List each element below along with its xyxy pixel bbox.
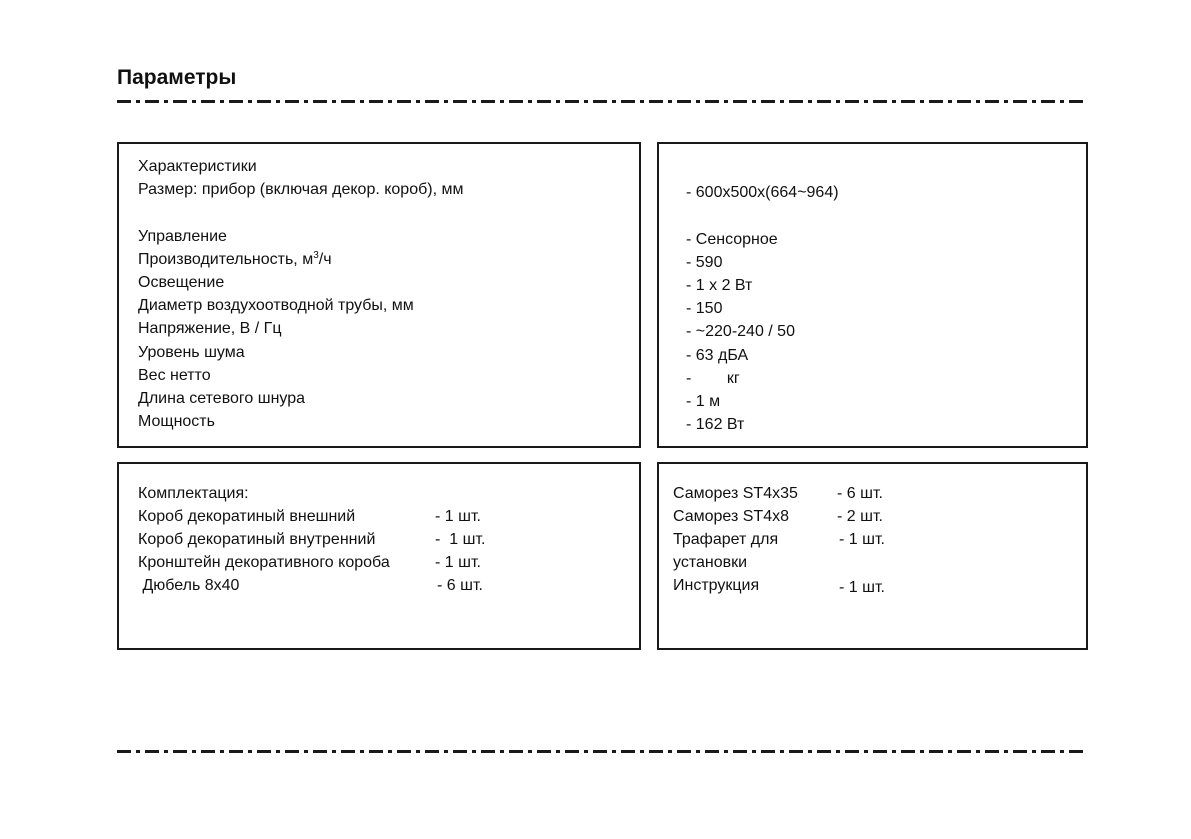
spec-label-duct-diameter: Диаметр воздухоотводной трубы, мм (138, 297, 414, 314)
specs-heading: Характеристики (138, 158, 257, 175)
spec-value-power: - 162 Вт (686, 416, 745, 433)
kit-item-name-continued: установки (673, 554, 748, 571)
page-title: Параметры (117, 66, 237, 89)
kit-item-name: Короб декоратиный внешний (138, 508, 356, 525)
specs-labels-box (117, 142, 641, 448)
top-dashed-divider (117, 100, 1084, 103)
spec-label-control: Управление (138, 228, 227, 245)
kit-item-name: Дюбель 8x40 (138, 577, 240, 594)
spec-label-airflow: Производительность, $м^3/ч$ (138, 250, 332, 268)
kit-item-name: Саморез ST4x35 (673, 485, 798, 502)
spec-label-noise: Уровень шума (138, 344, 245, 361)
kit-item-qty: - 1 шт. (839, 531, 885, 548)
kit-item-qty: - 1 шт. (435, 554, 481, 571)
kit-item-qty: - 1 шт. (435, 508, 481, 525)
bottom-dashed-divider (117, 750, 1084, 753)
spec-value-duct-diameter: - 150 (686, 300, 723, 317)
kit-item-qty: - 6 шт. (437, 577, 483, 594)
kit-item-qty: - 1 шт. (435, 531, 486, 548)
spec-size-label: Размер: прибор (включая декор. короб), мм (138, 181, 464, 198)
spec-value-control: - Сенсорное (686, 231, 778, 248)
spec-label-power: Мощность (138, 413, 215, 430)
kit-item-qty: - 1 шт. (839, 579, 885, 596)
kit-item-name: Трафарет для (673, 531, 779, 548)
specs-values-box (657, 142, 1088, 448)
kit-right-box (657, 462, 1088, 650)
spec-label-cord-length: Длина сетевого шнура (138, 390, 306, 407)
spec-value-noise: - 63 дБА (686, 347, 749, 364)
spec-label-weight: Вес нетто (138, 367, 211, 384)
spec-label-lighting: Освещение (138, 274, 225, 291)
kit-item-name: Саморез ST4x8 (673, 508, 789, 525)
spec-value-weight: - кг (686, 370, 740, 387)
spec-label-voltage: Напряжение, В / Гц (138, 320, 282, 337)
kit-item-name: Инструкция (673, 577, 760, 594)
spec-value-cord-length: - 1 м (686, 393, 721, 410)
kit-item-qty: - 6 шт. (837, 485, 883, 502)
kit-item-name: Кронштейн декоративного короба (138, 554, 390, 571)
spec-value-lighting: - 1 x 2 Вт (686, 277, 753, 294)
kit-heading: Комплектация: (138, 485, 249, 502)
spec-size-value: - 600x500x(664~964) (686, 184, 839, 201)
kit-left-box (117, 462, 641, 650)
spec-value-voltage: - ~220-240 / 50 (686, 323, 795, 340)
spec-value-airflow: - 590 (686, 254, 723, 271)
kit-item-qty: - 2 шт. (837, 508, 883, 525)
kit-item-name: Короб декоратиный внутренний (138, 531, 376, 548)
